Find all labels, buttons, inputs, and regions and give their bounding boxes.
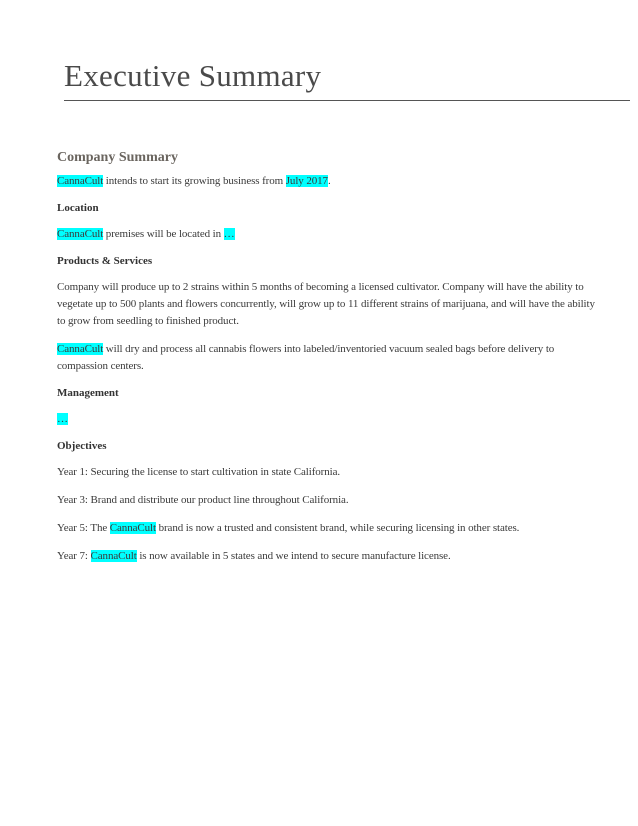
objective-year-5	[57, 520, 597, 537]
company-summary-paragraph	[57, 173, 597, 190]
location-heading: Location	[57, 202, 99, 214]
document-body	[57, 149, 597, 576]
products-services-heading: Products & Services	[57, 255, 153, 267]
location-paragraph	[57, 226, 597, 243]
brand-highlight: CannaCult	[90, 550, 137, 562]
management-paragraph	[57, 411, 597, 428]
paragraph-text: brand is now a trusted and consistent brand, while securing licensing in other states.	[155, 522, 520, 534]
management-heading: Management	[57, 387, 119, 399]
paragraph-text: intends to start its growing business from	[103, 175, 286, 187]
brand-highlight: CannaCult	[109, 522, 156, 534]
objective-year-3: Year 3: Brand and distribute our product line throughout California.	[57, 494, 349, 506]
objective-year-1: Year 1: Securing the license to start cultivation in state California.	[57, 466, 341, 478]
page-title: Executive Summary	[64, 58, 322, 93]
date-highlight: July 2017	[285, 175, 328, 187]
brand-highlight: CannaCult	[57, 228, 104, 240]
title-divider	[64, 100, 630, 101]
paragraph-text: is now available in 5 states and we intend to secure manufacture license.	[136, 550, 451, 562]
products-paragraph-2	[57, 341, 597, 375]
products-paragraph-1: Company will produce up to 2 strains within 5 months of becoming a licensed cultivator. Company will have the ability to vegetate up to 500 plants and flowers concurrently, will grow up to 11 different strains of marijuana, and will have the ability to grow from seedling to finished product.	[57, 281, 595, 327]
brand-highlight: CannaCult	[57, 343, 104, 355]
brand-highlight: CannaCult	[57, 175, 104, 187]
objectives-heading: Objectives	[57, 440, 107, 452]
paragraph-text: will dry and process all cannabis flowers into labeled/inventoried vacuum sealed bags before delivery to compassion centers.	[57, 343, 555, 372]
placeholder-highlight: …	[57, 413, 68, 425]
placeholder-highlight: …	[223, 228, 235, 240]
paragraph-text: premises will be located in	[103, 228, 224, 240]
paragraph-text: .	[327, 175, 331, 187]
paragraph-text: Year 7:	[57, 550, 91, 562]
paragraph-text: Year 5: The	[57, 522, 110, 534]
objective-year-7	[57, 548, 597, 565]
company-summary-heading: Company Summary	[57, 150, 178, 165]
